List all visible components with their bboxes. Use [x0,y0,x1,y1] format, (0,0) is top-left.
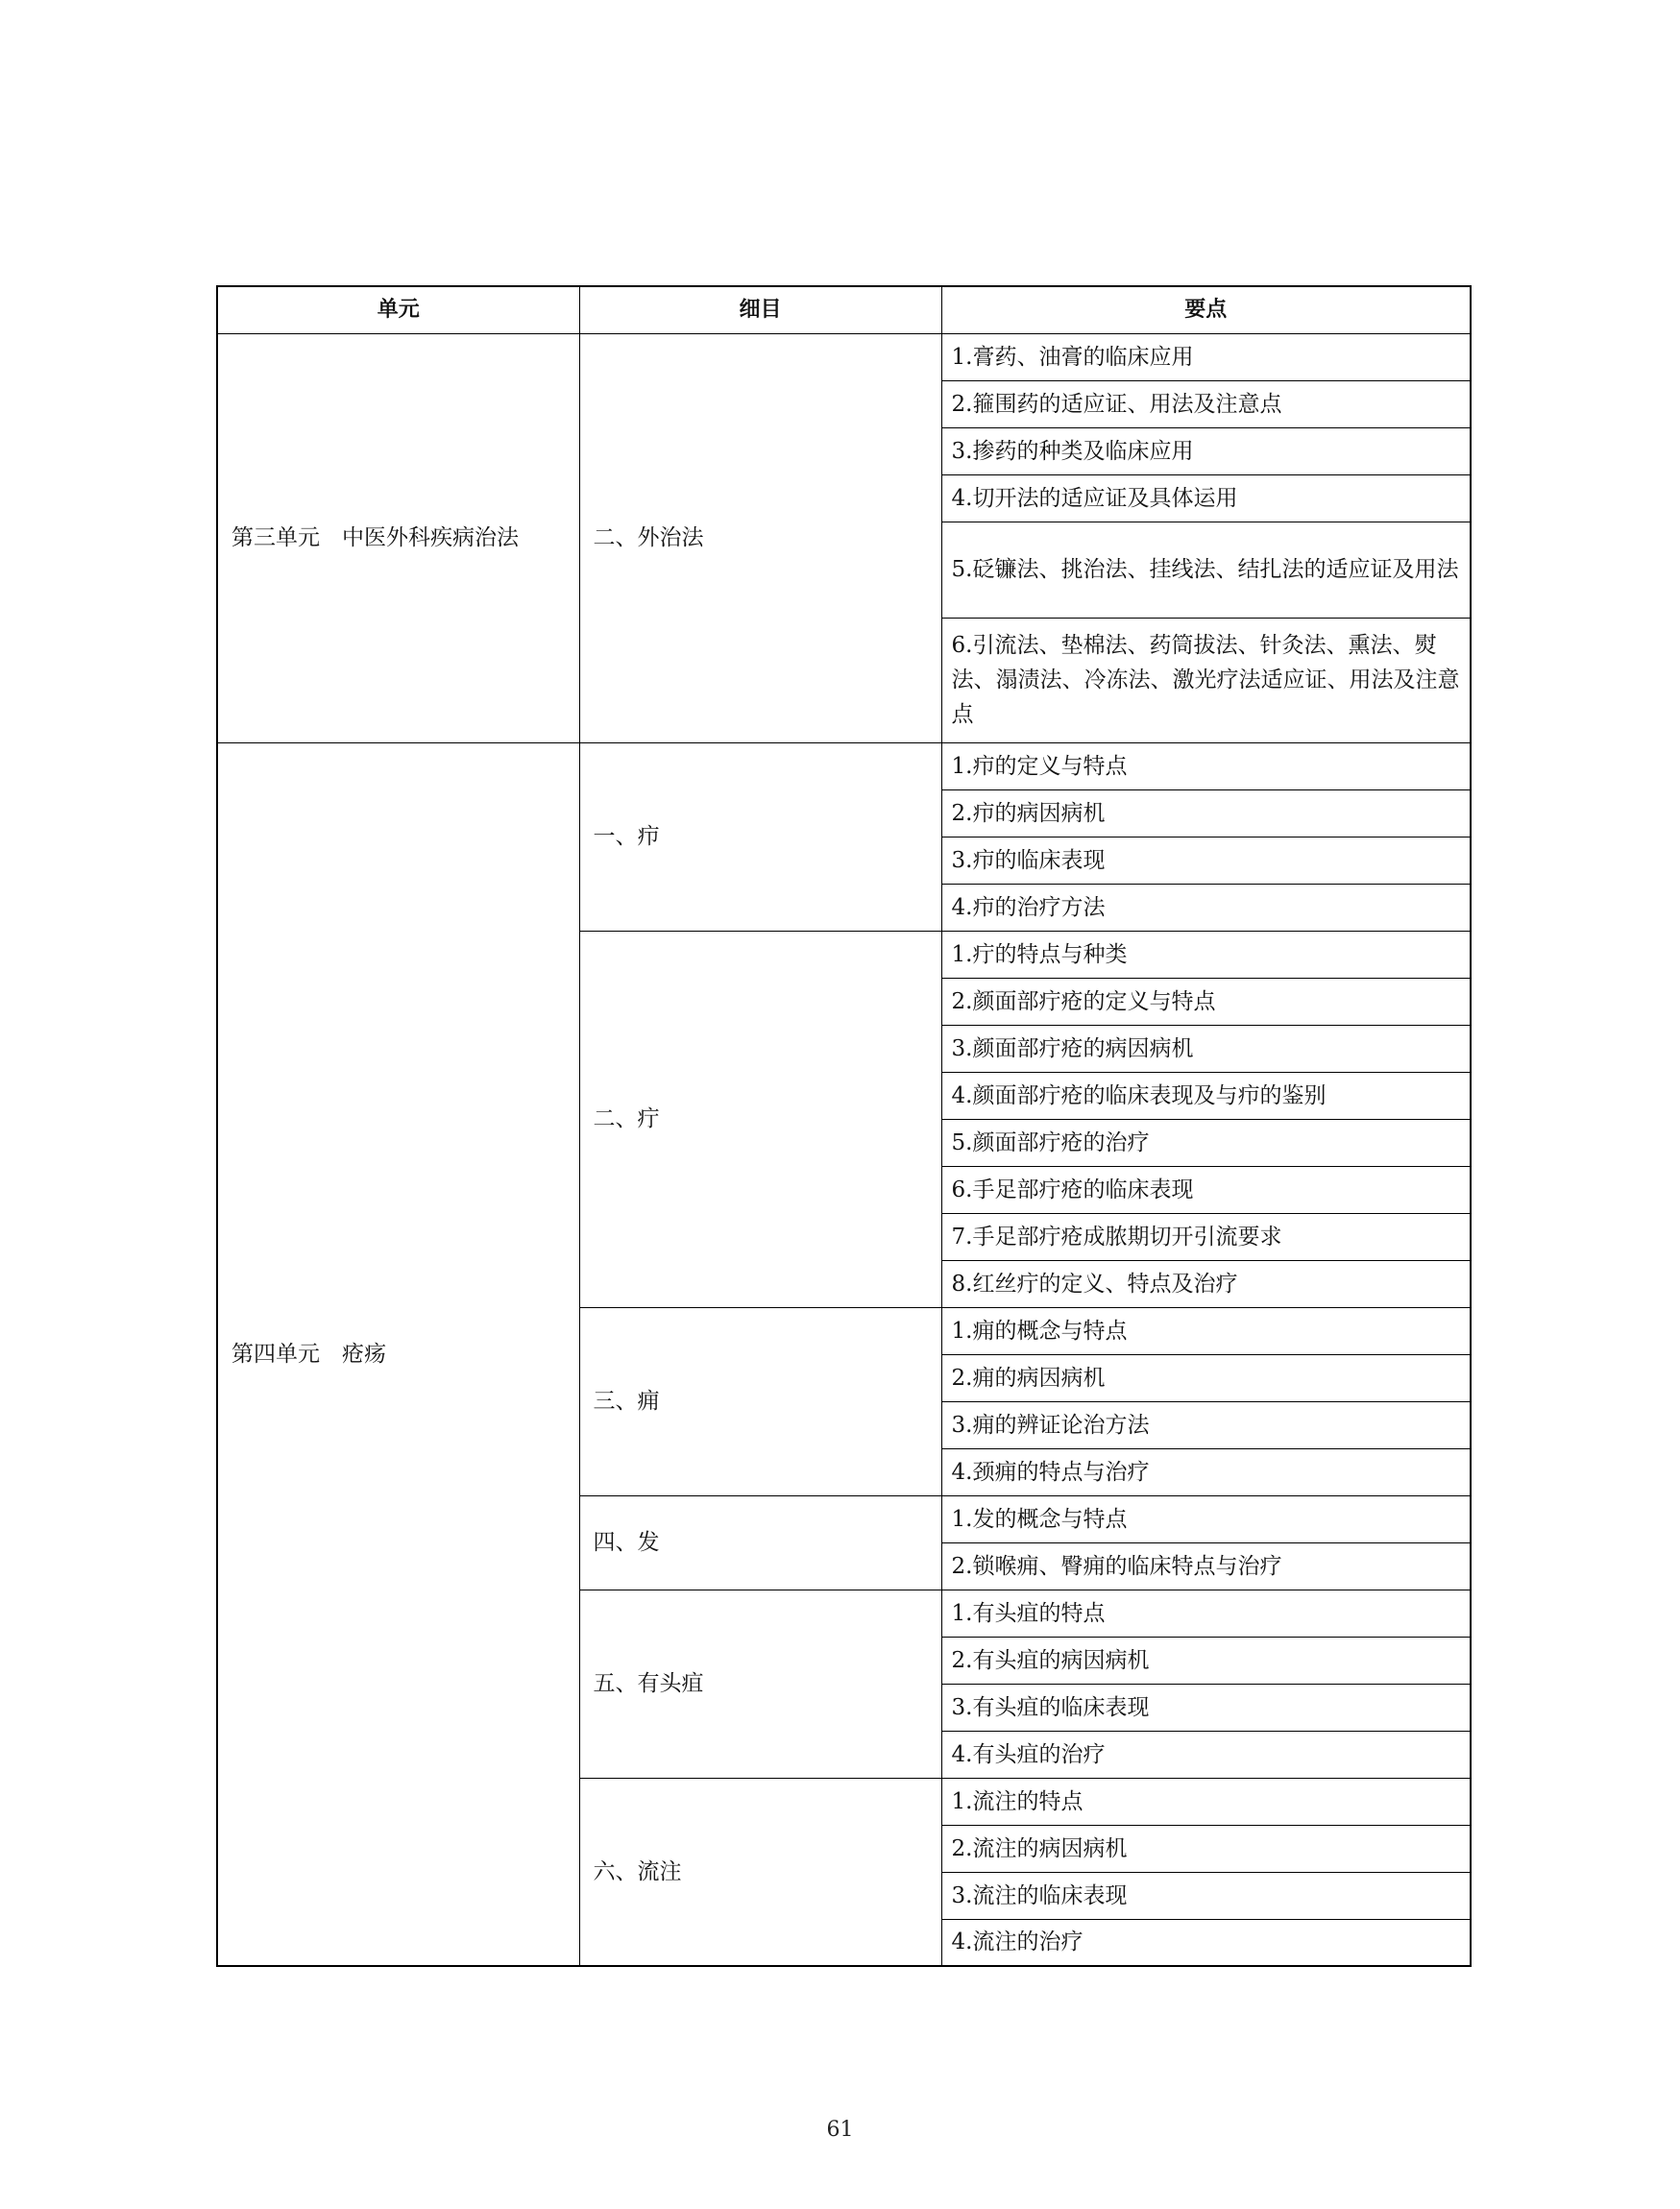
unit-cell: 第四单元 疮疡 [217,742,579,1966]
point-cell: 3.掺药的种类及临床应用 [941,427,1471,474]
point-cell: 1.发的概念与特点 [941,1495,1471,1542]
subitem-cell: 一、疖 [579,742,941,931]
header-points: 要点 [941,286,1471,333]
point-cell: 4.流注的治疗 [941,1919,1471,1966]
point-cell: 2.颜面部疔疮的定义与特点 [941,978,1471,1025]
point-cell: 3.有头疽的临床表现 [941,1684,1471,1731]
table-row [217,333,1471,380]
point-cell: 1.痈的概念与特点 [941,1307,1471,1354]
point-cell: 5.砭镰法、挑治法、挂线法、结扎法的适应证及用法 [941,522,1471,618]
point-cell: 2.锁喉痈、臀痈的临床特点与治疗 [941,1542,1471,1590]
point-cell: 2.流注的病因病机 [941,1825,1471,1872]
point-cell: 1.流注的特点 [941,1778,1471,1825]
point-cell: 2.痈的病因病机 [941,1354,1471,1401]
header-unit: 单元 [217,286,579,333]
point-cell: 8.红丝疔的定义、特点及治疗 [941,1260,1471,1307]
point-cell: 1.膏药、油膏的临床应用 [941,333,1471,380]
point-cell: 5.颜面部疔疮的治疗 [941,1119,1471,1166]
point-cell: 3.疖的临床表现 [941,837,1471,884]
table-row [217,742,1471,789]
point-cell: 4.有头疽的治疗 [941,1731,1471,1778]
point-cell: 3.痈的辨证论治方法 [941,1401,1471,1448]
point-cell: 1.疔的特点与种类 [941,931,1471,978]
point-cell: 2.箍围药的适应证、用法及注意点 [941,380,1471,427]
point-cell: 2.疖的病因病机 [941,789,1471,837]
point-cell: 6.引流法、垫棉法、药筒拔法、针灸法、熏法、熨法、溻渍法、冷冻法、激光疗法适应证、用法及注意点 [941,618,1471,742]
point-cell: 4.颜面部疔疮的临床表现及与疖的鉴别 [941,1072,1471,1119]
subitem-cell: 六、流注 [579,1778,941,1966]
point-cell: 7.手足部疔疮成脓期切开引流要求 [941,1213,1471,1260]
point-cell: 4.疖的治疗方法 [941,884,1471,931]
point-cell: 2.有头疽的病因病机 [941,1637,1471,1684]
subitem-cell: 四、发 [579,1495,941,1590]
point-cell: 4.切开法的适应证及具体运用 [941,474,1471,522]
subitem-cell: 三、痈 [579,1307,941,1495]
page-number: 61 [826,2118,854,2142]
subitem-cell: 二、外治法 [579,333,941,742]
subitem-cell: 二、疔 [579,931,941,1307]
point-cell: 3.流注的临床表现 [941,1872,1471,1919]
point-cell: 1.疖的定义与特点 [941,742,1471,789]
point-cell: 1.有头疽的特点 [941,1590,1471,1637]
point-cell: 4.颈痈的特点与治疗 [941,1448,1471,1495]
header-row [217,286,1471,333]
header-subitem: 细目 [579,286,941,333]
point-cell: 3.颜面部疔疮的病因病机 [941,1025,1471,1072]
subitem-cell: 五、有头疽 [579,1590,941,1778]
syllabus-table [216,285,1472,1967]
point-cell: 6.手足部疔疮的临床表现 [941,1166,1471,1213]
unit-cell: 第三单元 中医外科疾病治法 [217,333,579,742]
